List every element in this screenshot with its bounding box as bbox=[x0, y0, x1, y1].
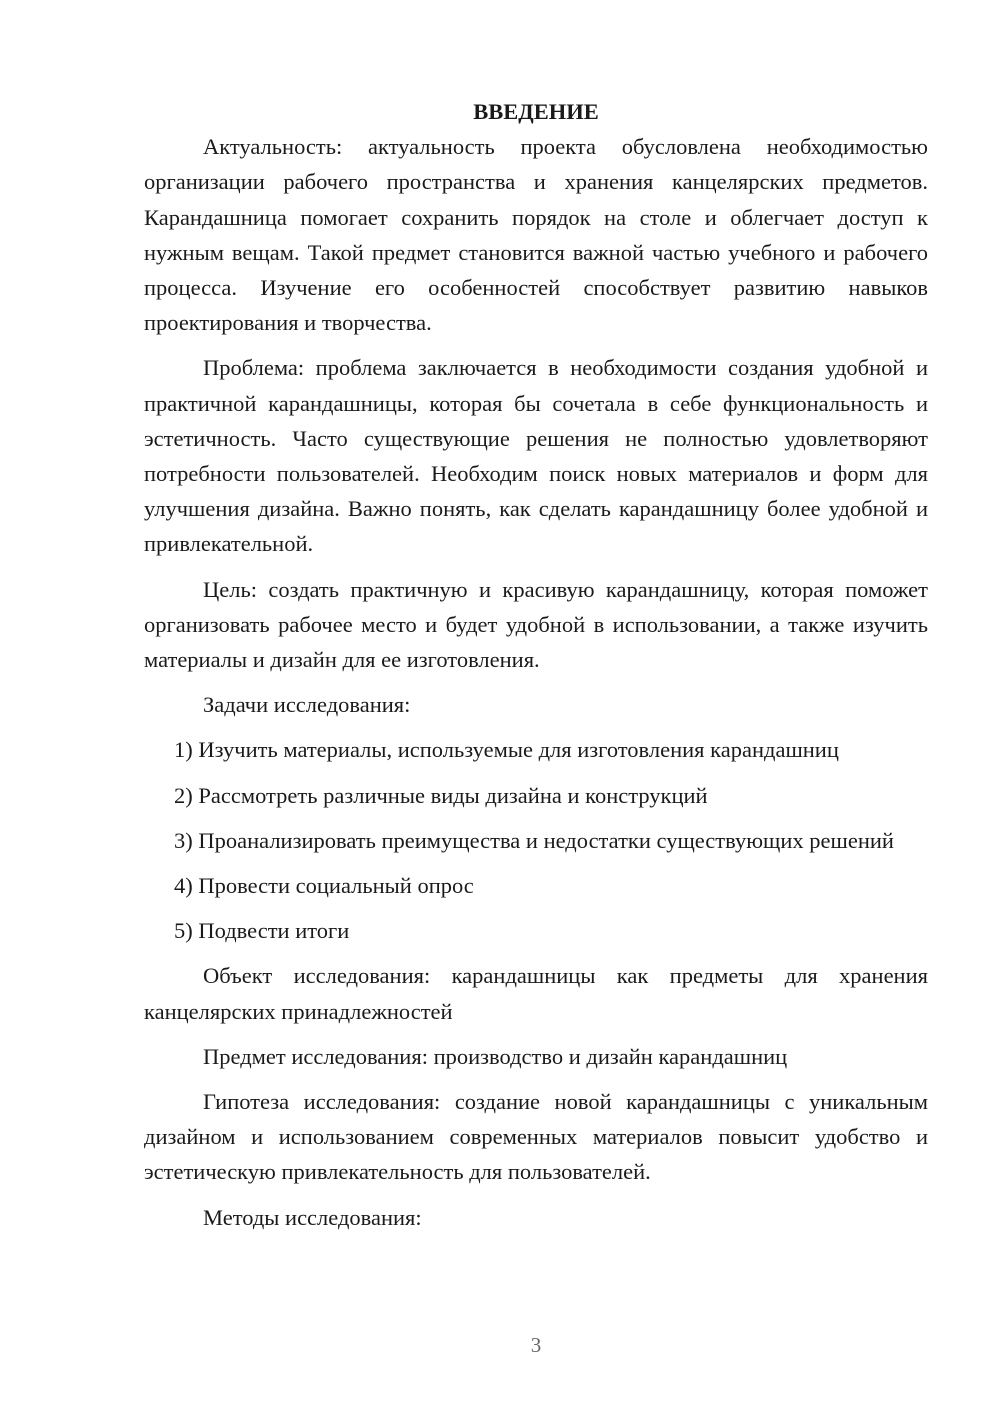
tasks-heading: Задачи исследования: bbox=[203, 692, 411, 718]
page-content bbox=[144, 94, 928, 1245]
task-item-2: 2) Рассмотреть различные виды дизайна и конструкций bbox=[174, 782, 708, 808]
page-number: 3 bbox=[530, 1333, 542, 1357]
paragraph-object: Объект исследования: карандашницы как предметы для хранения канцелярских принадлежностей bbox=[144, 963, 928, 1024]
task-item-5: 5) Подвести итоги bbox=[174, 918, 350, 944]
paragraph-goal: Цель: создать практичную и красивую карандашницу, которая поможет организовать рабочее место и будет удобной в использовании, а также изучить материалы и дизайн для ее изготовления. bbox=[144, 576, 928, 673]
section-title: ВВЕДЕНИЕ bbox=[473, 99, 599, 124]
paragraph-hypothesis: Гипотеза исследования: создание новой карандашницы с уникальным дизайном и использованием современных материалов повысит удобство и эстетическую привлекательность для пользователей. bbox=[144, 1089, 928, 1185]
paragraph-subject: Предмет исследования: производство и дизайн карандашниц bbox=[203, 1043, 788, 1069]
task-item-1: 1) Изучить материалы, используемые для изготовления карандашниц bbox=[174, 737, 839, 763]
task-item-3: 3) Проанализировать преимущества и недостатки существующих решений bbox=[174, 827, 894, 853]
paragraph-relevance: Актуальность: актуальность проекта обусловлена необходимостью организации рабочего пространства и хранения канцелярских предметов. Карандашница помогает сохранить порядок на столе и облегчает доступ к нужным вещам. Такой предмет становится важной частью учебного и рабочего процесса. Изучение его особенностей способствует развитию навыков проектирования и творчества. bbox=[144, 134, 928, 336]
paragraph-problem: Проблема: проблема заключается в необходимости создания удобной и практичной карандашницы, которая бы сочетала в себе функциональность и эстетичность. Часто существующие решения не полностью удовлетворяют потребности пользователей. Необходим поиск новых материалов и форм для улучшения дизайна. Важно понять, как сделать карандашницу более удобной и привлекательной. bbox=[144, 355, 928, 557]
task-item-4: 4) Провести социальный опрос bbox=[174, 873, 474, 899]
paragraph-methods: Методы исследования: bbox=[203, 1204, 422, 1230]
